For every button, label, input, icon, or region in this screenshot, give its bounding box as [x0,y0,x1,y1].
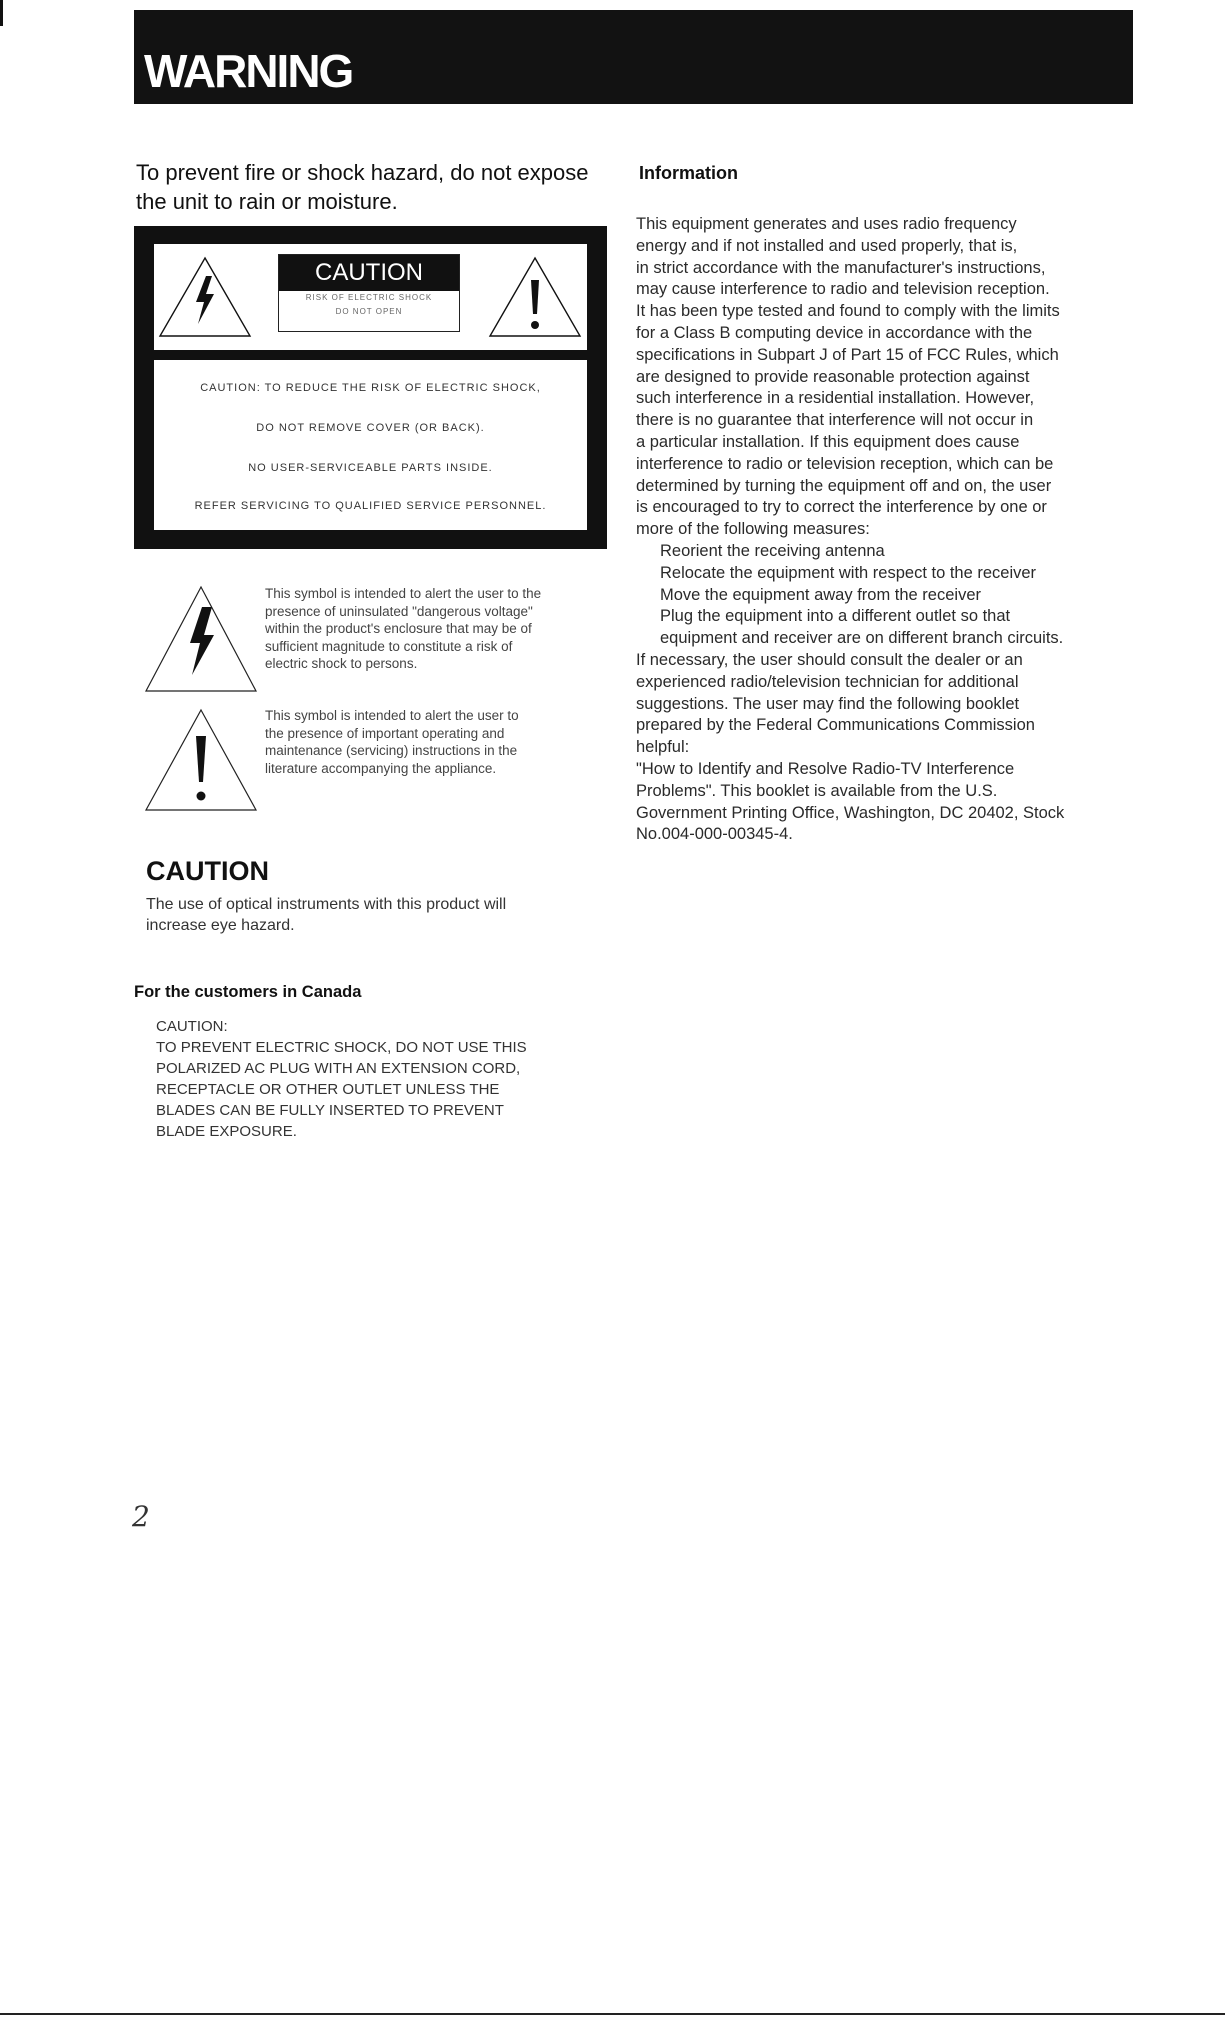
banner-title: WARNING [144,45,353,97]
info-line: interference to radio or television reception, which can be [636,454,1054,473]
symbol-text-line: presence of uninsulated "dangerous voltage" [265,603,533,619]
measure-item: Reorient the receiving antenna [660,541,885,560]
canada-line: TO PREVENT ELECTRIC SHOCK, DO NOT USE THIS [156,1039,527,1056]
measure-item: equipment and receiver are on different branch circuits. [660,629,1064,648]
info-line: is encouraged to try to correct the interference by one or [636,498,1047,517]
symbol-text-line: literature accompanying the appliance. [265,760,497,776]
info-line: No.004-000-00345-4. [636,825,793,844]
caution-box-line: DO NOT OPEN [335,307,403,316]
measure-item: Move the equipment away from the receiver [660,585,981,604]
canada-heading: For the customers in Canada [134,983,362,1001]
caution-label-header [154,244,587,350]
caution-label-line: DO NOT REMOVE COVER (OR BACK). [256,422,485,434]
symbol-text-line: within the product's enclosure that may be of [265,621,532,636]
info-line: Problems". This booklet is available from the U.S. [636,781,998,800]
info-line: energy and if not installed and used properly, that is, [636,236,1018,255]
information-heading: Information [639,163,738,183]
symbol-text-line: maintenance (servicing) instructions in the [265,743,518,758]
info-line: suggestions. The user may find the following booklet [636,694,1020,713]
canada-line: BLADES CAN BE FULLY INSERTED TO PREVENT [156,1102,504,1119]
symbol-text-line: sufficient magnitude to constitute a risk of [265,638,513,654]
info-line: in strict accordance with the manufacturer's instructions, [636,258,1046,277]
caution-box-title: CAUTION [279,255,459,291]
info-line: such interference in a residential installation. However, [636,389,1035,408]
canada-caution-text [156,1016,586,1142]
symbol-text-line: the presence of important operating and [265,725,505,741]
page-number: 2 [132,1500,150,1533]
bottom-rule [0,2013,1225,2015]
exclamation-triangle-icon [144,708,258,812]
info-line: It has been type tested and found to comply with the limits [636,302,1060,321]
information-text [636,214,1136,846]
info-line: helpful: [636,738,690,757]
canada-line: RECEPTACLE OR OTHER OUTLET UNLESS THE [156,1081,500,1098]
canada-line: POLARIZED AC PLUG WITH AN EXTENSION CORD, [156,1060,521,1077]
symbol-text-line: electric shock to persons. [265,656,418,671]
symbol-description-voltage [265,585,605,673]
warning-headline: To prevent fire or shock hazard, do not expose the unit to rain or moisture. [136,160,589,214]
symbol-text-line: This symbol is intended to alert the user to the [265,586,542,601]
caution-label-body [154,360,587,530]
lightning-triangle-icon [144,585,258,693]
lightning-triangle-icon [158,256,252,338]
caution-line: The use of optical instruments with this product will [146,896,507,913]
canada-line: BLADE EXPOSURE. [156,1123,297,1140]
info-line: specifications in Subpart J of Part 15 of FCC Rules, which [636,345,1059,364]
caution-label-line: NO USER-SERVICEABLE PARTS INSIDE. [248,462,493,474]
info-line: "How to Identify and Resolve Radio-TV Interference [636,759,1015,778]
symbol-description-instructions [265,707,605,777]
caution-box [278,254,460,332]
caution-label [134,226,607,549]
exclamation-triangle-icon [488,256,582,338]
info-line: prepared by the Federal Communications Commission [636,716,1035,735]
info-line: This equipment generates and uses radio frequency [636,215,1017,233]
caution-label-line: REFER SERVICING TO QUALIFIED SERVICE PERSONNEL. [194,500,547,512]
margin-rule [0,0,3,26]
caution-label-line: CAUTION: TO REDUCE THE RISK OF ELECTRIC SHOCK, [200,382,541,394]
measure-item: Plug the equipment into a different outlet so that [660,607,1011,626]
info-line: are designed to provide reasonable protection against [636,367,1030,386]
info-line: determined by turning the equipment off and on, the user [636,476,1052,495]
info-line: experienced radio/television technician for additional [636,672,1019,691]
info-line: Government Printing Office, Washington, DC 20402, Stock [636,803,1065,822]
caution-line: increase eye hazard. [146,917,295,934]
symbol-text-line: This symbol is intended to alert the user to [265,708,519,723]
info-line: there is no guarantee that interference will not occur in [636,411,1034,430]
info-line: If necessary, the user should consult the dealer or an [636,650,1023,669]
caution-text [146,894,576,936]
info-line: for a Class B computing device in accordance with the [636,323,1033,342]
info-line: a particular installation. If this equipment does cause [636,432,1020,451]
caution-heading: CAUTION [146,856,269,886]
caution-box-line: RISK OF ELECTRIC SHOCK [305,293,433,302]
canada-line: CAUTION: [156,1018,228,1035]
measure-item: Relocate the equipment with respect to the receiver [660,563,1037,582]
info-line: more of the following measures: [636,520,870,539]
warning-banner [134,10,1133,104]
info-line: may cause interference to radio and television reception. [636,280,1050,299]
